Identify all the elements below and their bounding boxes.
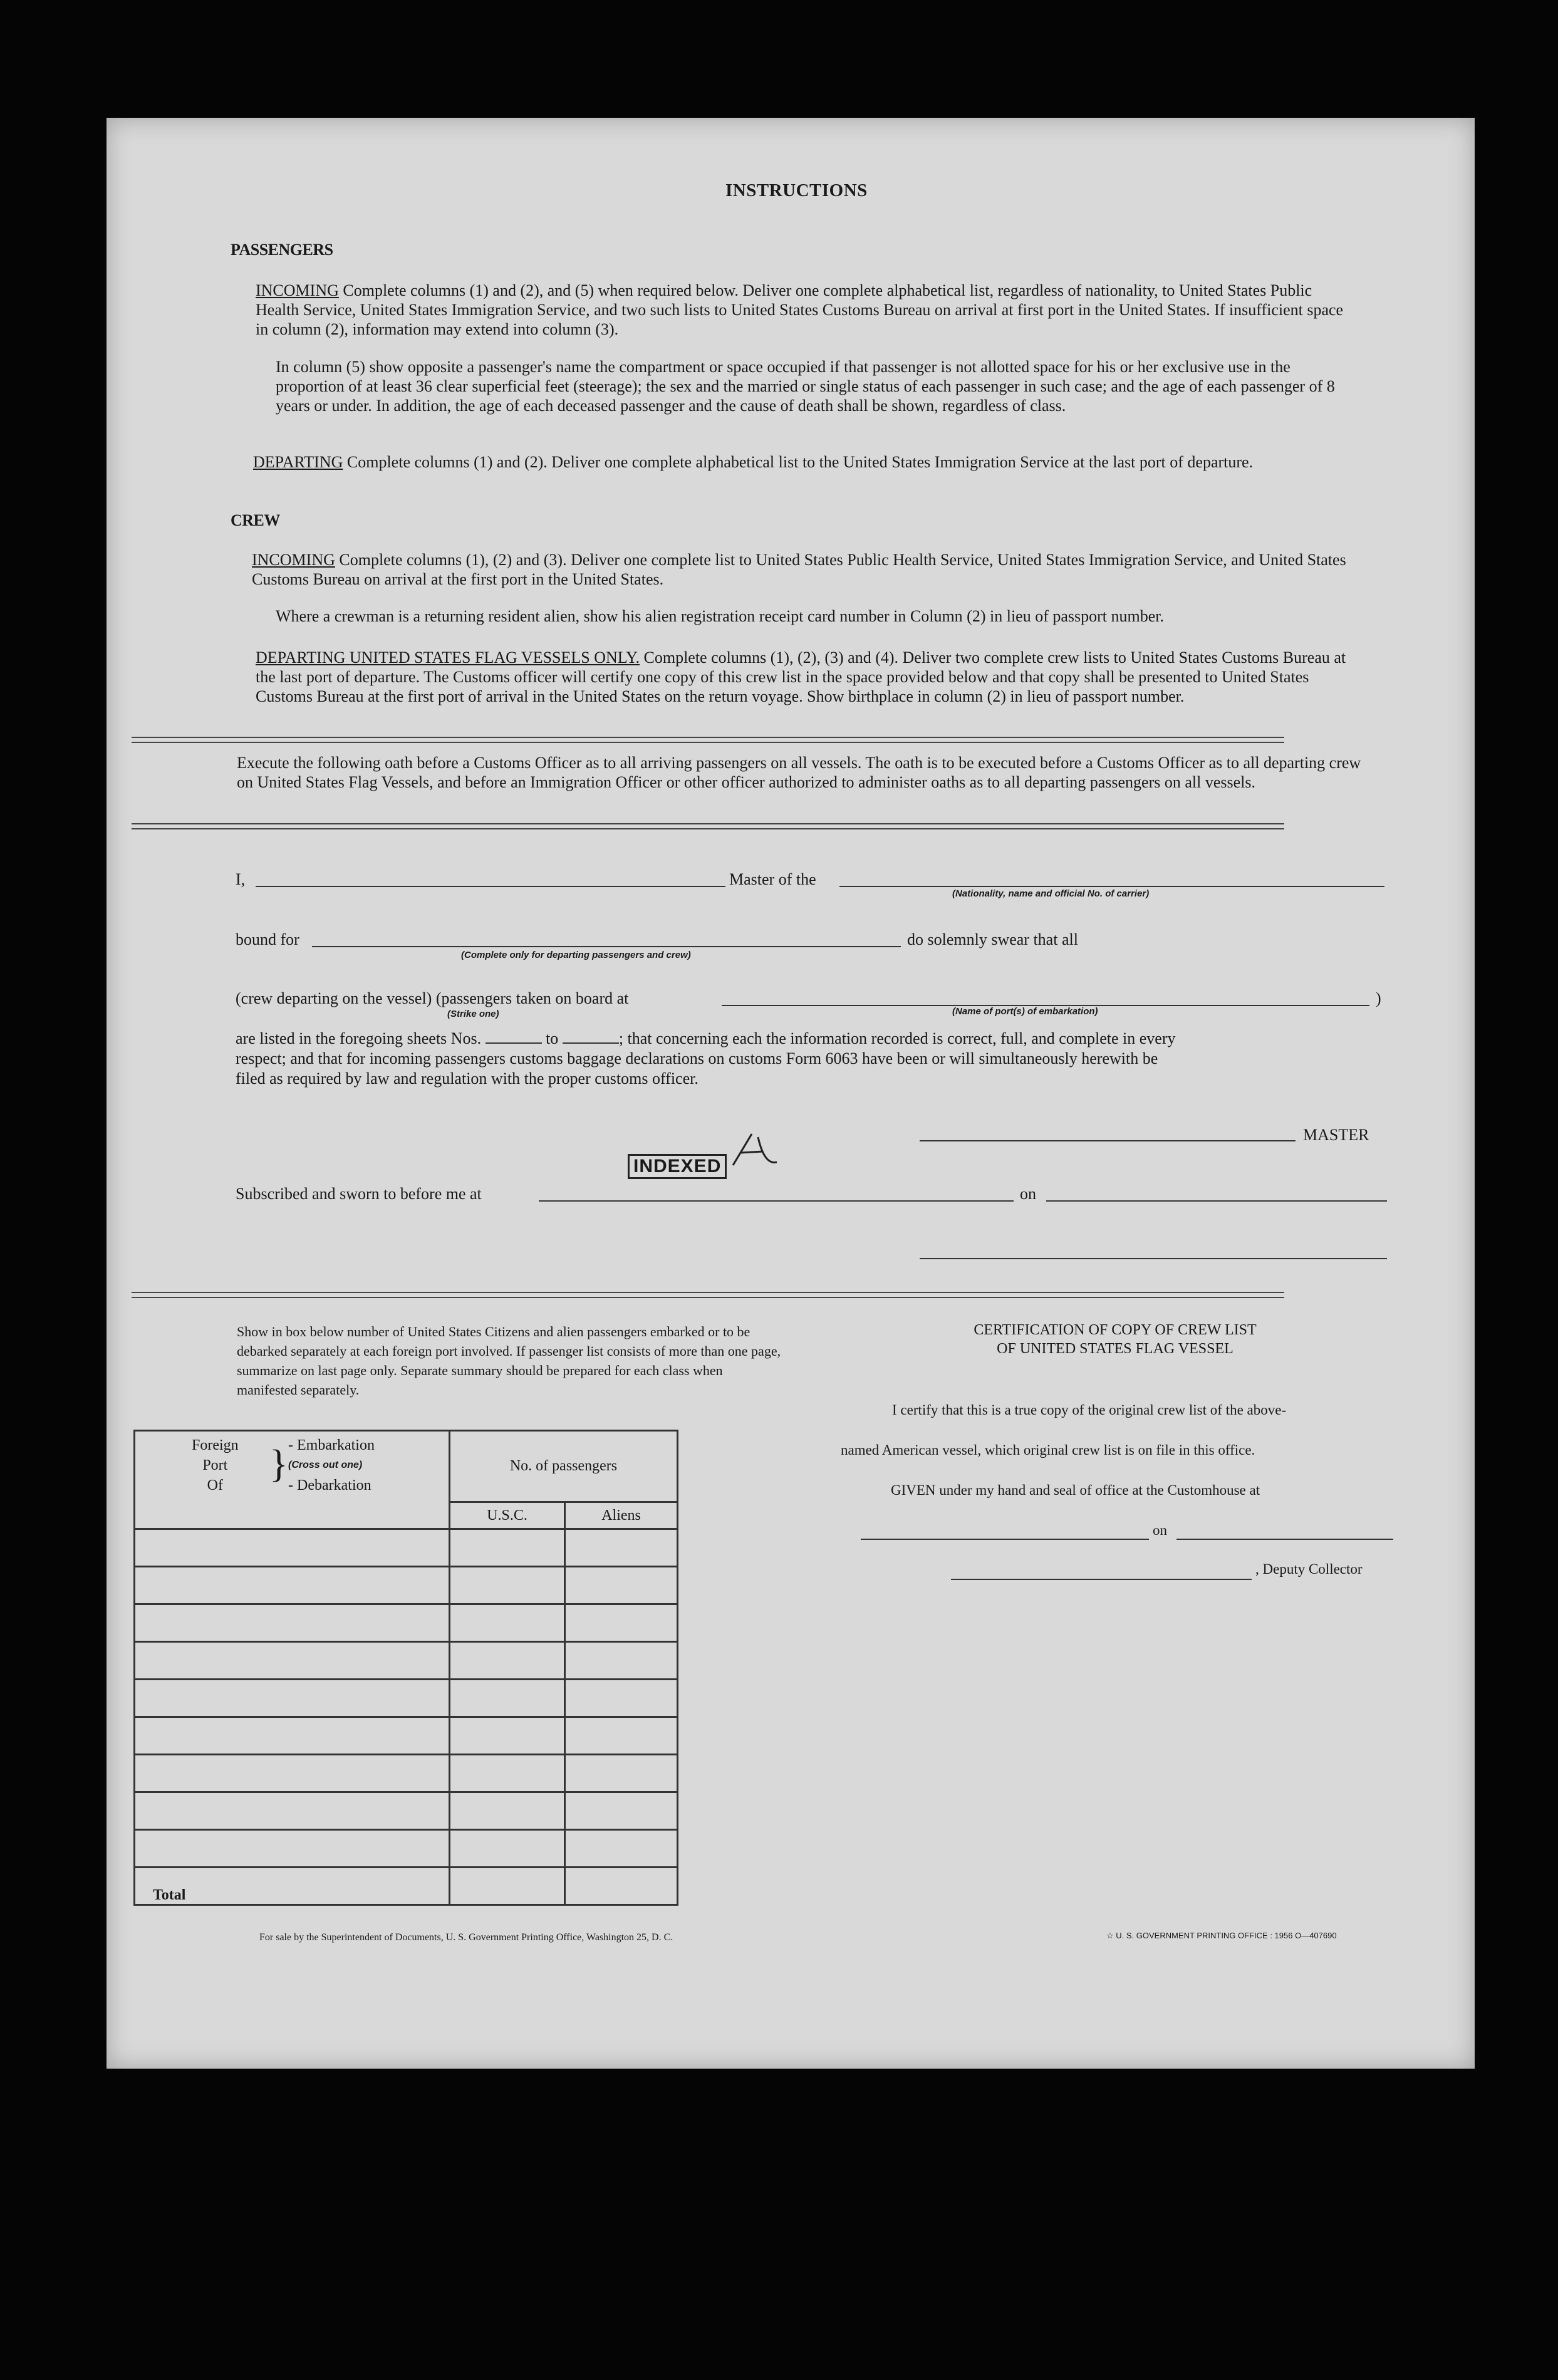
master-name-field[interactable]	[256, 886, 725, 887]
aliens-cell[interactable]	[565, 1680, 678, 1717]
passengers-incoming	[256, 281, 1358, 339]
usc-cell[interactable]	[450, 1529, 565, 1567]
no-of-passengers-header: No. of passengers	[450, 1431, 678, 1502]
port-cell[interactable]	[135, 1642, 450, 1680]
indexed-stamp: INDEXED	[628, 1154, 727, 1179]
bound-for-caption: (Complete only for departing passengers and crew)	[461, 950, 691, 960]
summary-intro: Show in box below number of United States Citizens and alien passengers embarked or to be debarked separately at each foreign port involved. If passenger list consists of more than one page, summarize on last page only. Separate summary should be prepared for each class when manifested separately.	[237, 1324, 781, 1398]
cross-out-caption: (Cross out one)	[288, 1460, 363, 1470]
usc-cell[interactable]	[450, 1755, 565, 1792]
port-cell[interactable]	[135, 1792, 450, 1830]
foreign-label: Foreign	[192, 1437, 239, 1453]
bound-for-field[interactable]	[312, 946, 901, 947]
table-row	[135, 1680, 678, 1717]
aliens-cell[interactable]	[565, 1642, 678, 1680]
passenger-summary-table	[133, 1430, 678, 1906]
passengers-departing	[253, 452, 1358, 472]
customhouse-field[interactable]	[861, 1539, 1149, 1540]
master-of-the-label: Master of the	[729, 870, 816, 888]
usc-cell[interactable]	[450, 1642, 565, 1680]
footer-left: For sale by the Superintendent of Documents, U. S. Government Printing Office, Washington 25, D. C.	[259, 1932, 673, 1943]
sworn-date-field[interactable]	[1046, 1200, 1387, 1202]
usc-cell[interactable]	[450, 1680, 565, 1717]
sheet-to-field[interactable]	[563, 1030, 619, 1044]
divider	[132, 823, 1284, 829]
of-label: Of	[207, 1477, 223, 1494]
embarkation-caption: (Name of port(s) of embarkation)	[952, 1006, 1098, 1017]
officer-signature-field[interactable]	[920, 1258, 1387, 1259]
certification-on-label: on	[1153, 1522, 1167, 1538]
table-row	[135, 1792, 678, 1830]
aliens-total-cell[interactable]	[565, 1868, 678, 1905]
passengers-heading: PASSENGERS	[231, 241, 333, 259]
usc-cell[interactable]	[450, 1604, 565, 1642]
listed-a: are listed in the foregoing sheets Nos.	[236, 1029, 482, 1047]
divider	[132, 737, 1284, 743]
port-cell[interactable]	[135, 1755, 450, 1792]
table-row	[135, 1717, 678, 1755]
column5-text: In column (5) show opposite a passenger's name the compartment or space occupied if that passenger is not allotted space for his or her exclusive use in the proportion of at least 36 clear superficial feet (steerage); the sex and the married or single status of each passenger in such case; and the age of each passenger of 8 years or under. In addition, the age of each deceased passenger and the cause of death shall be shown, regardless of class.	[276, 358, 1335, 415]
table-row	[135, 1642, 678, 1680]
certification-title-line2: OF UNITED STATES FLAG VESSEL	[997, 1341, 1233, 1357]
oath-intro: Execute the following oath before a Customs Officer as to all arriving passengers on all vessels. The oath is to be executed before a Customs Officer as to all departing crew on United States Flag Vessels, and before an Immigration Officer or other officer authorized to administer oaths as to all departing passengers on all vessels.	[237, 754, 1361, 791]
crew-departing-label: DEPARTING UNITED STATES FLAG VESSELS ONLY.	[256, 648, 640, 667]
port-cell[interactable]	[135, 1529, 450, 1567]
table-row	[135, 1755, 678, 1792]
usc-cell[interactable]	[450, 1830, 565, 1868]
subscribed-label: Subscribed and sworn to before me at	[236, 1185, 482, 1203]
bound-for-label: bound for	[236, 930, 299, 948]
total-row	[135, 1868, 678, 1905]
divider	[132, 1292, 1284, 1298]
sworn-on-label: on	[1020, 1185, 1036, 1203]
listed-b: ; that concerning each the information recorded is correct, full, and complete in every	[618, 1029, 1176, 1047]
table-row	[135, 1529, 678, 1567]
crew-passengers-text: (crew departing on the vessel) (passengers taken on board at	[236, 989, 629, 1007]
strike-one-caption: (Strike one)	[447, 1009, 499, 1019]
aliens-header: Aliens	[565, 1502, 678, 1529]
listed-to: to	[546, 1029, 559, 1047]
certification-title-line1: CERTIFICATION OF COPY OF CREW LIST	[974, 1322, 1257, 1338]
listed-d: filed as required by law and regulation with the proper customs officer.	[236, 1069, 699, 1088]
given-text: GIVEN under my hand and seal of office at the Customhouse at	[891, 1482, 1260, 1498]
aliens-cell[interactable]	[565, 1567, 678, 1604]
master-signature-field[interactable]	[920, 1140, 1296, 1141]
certify-line-a: I certify that this is a true copy of the original crew list of the above-	[892, 1402, 1287, 1418]
port-cell[interactable]	[135, 1830, 450, 1868]
instructions-title: INSTRUCTIONS	[725, 180, 868, 200]
incoming-label: INCOMING	[256, 281, 339, 299]
deputy-collector-signature-field[interactable]	[951, 1579, 1252, 1580]
usc-cell[interactable]	[450, 1792, 565, 1830]
table-row	[135, 1830, 678, 1868]
usc-header: U.S.C.	[450, 1502, 565, 1529]
crew-incoming-text: Complete columns (1), (2) and (3). Deliver one complete list to United States Public Health Service, United States Immigration Service, and United States Customs Bureau on arrival at the first port in the United States.	[252, 551, 1346, 588]
handwritten-mark	[727, 1128, 783, 1178]
certification-title	[877, 1321, 1353, 1358]
table-row	[135, 1604, 678, 1642]
port-cell[interactable]	[135, 1567, 450, 1604]
usc-cell[interactable]	[450, 1717, 565, 1755]
crew-alien-text: Where a crewman is a returning resident alien, show his alien registration receipt card number in Column (2) in lieu of passport number.	[276, 607, 1165, 625]
aliens-cell[interactable]	[565, 1717, 678, 1755]
deputy-collector-label: , Deputy Collector	[1255, 1561, 1363, 1577]
usc-total-cell[interactable]	[450, 1868, 565, 1905]
embarkation-option[interactable]: - Embarkation	[288, 1437, 375, 1453]
listed-line-1	[236, 1029, 1176, 1048]
aliens-cell[interactable]	[565, 1529, 678, 1567]
carrier-caption: (Nationality, name and official No. of carrier)	[952, 888, 1150, 899]
aliens-cell[interactable]	[565, 1792, 678, 1830]
aliens-cell[interactable]	[565, 1830, 678, 1868]
departing-text: Complete columns (1) and (2). Deliver one complete alphabetical list to the United States Immigration Service at the last port of departure.	[346, 453, 1254, 471]
brace: }	[269, 1443, 288, 1485]
port-label: Port	[202, 1457, 228, 1473]
incoming-text: Complete columns (1) and (2), and (5) when required below. Deliver one complete alphabetical list, regardless of nationality, to United States Public Health Service, United States Immigration Service, and two such lists to United States Customs Bureau on arrival at first port in the United States. If insufficient space in column (2), information may extend into column (3).	[256, 281, 1344, 338]
port-cell[interactable]	[135, 1680, 450, 1717]
debarkation-option[interactable]: - Debarkation	[288, 1477, 371, 1494]
swear-text: do solemnly swear that all	[907, 930, 1078, 948]
port-cell[interactable]	[135, 1717, 450, 1755]
footer-right: ☆ U. S. GOVERNMENT PRINTING OFFICE : 1956 O—407690	[1106, 1931, 1337, 1940]
crew-incoming-label: INCOMING	[252, 551, 335, 569]
crew-incoming	[252, 550, 1358, 589]
master-label: MASTER	[1303, 1126, 1369, 1144]
aliens-cell[interactable]	[565, 1604, 678, 1642]
port-cell[interactable]	[135, 1604, 450, 1642]
sworn-place-field[interactable]	[539, 1200, 1014, 1202]
certify-line-b: named American vessel, which original crew list is on file in this office.	[841, 1442, 1255, 1458]
usc-cell[interactable]	[450, 1567, 565, 1604]
oath-i-label: I,	[236, 870, 246, 888]
aliens-cell[interactable]	[565, 1755, 678, 1792]
crew-heading: CREW	[231, 511, 280, 529]
certification-date-field[interactable]	[1176, 1539, 1393, 1540]
listed-c: respect; and that for incoming passengers customs baggage declarations on customs Form 6063 have been or will simultaneously herewith be	[236, 1049, 1158, 1068]
crew-departing-text: Complete columns (1), (2), (3) and (4). Deliver two complete crew lists to United States Customs Bureau at the last port of departure. The Customs officer will certify one copy of this crew list in the space provided below and that copy shall be presented to United States Customs Bureau at the first port of arrival in the United States on the return voyage. Show birthplace in column (2) in lieu of passport number.	[256, 648, 1346, 705]
departing-label: DEPARTING	[253, 453, 343, 471]
table-row	[135, 1567, 678, 1604]
port-header-cell	[135, 1431, 450, 1529]
close-paren: )	[1376, 989, 1381, 1007]
sheet-from-field[interactable]	[486, 1030, 542, 1044]
total-label: Total	[135, 1868, 450, 1905]
carrier-field[interactable]	[839, 886, 1384, 887]
crew-departing	[256, 648, 1358, 706]
